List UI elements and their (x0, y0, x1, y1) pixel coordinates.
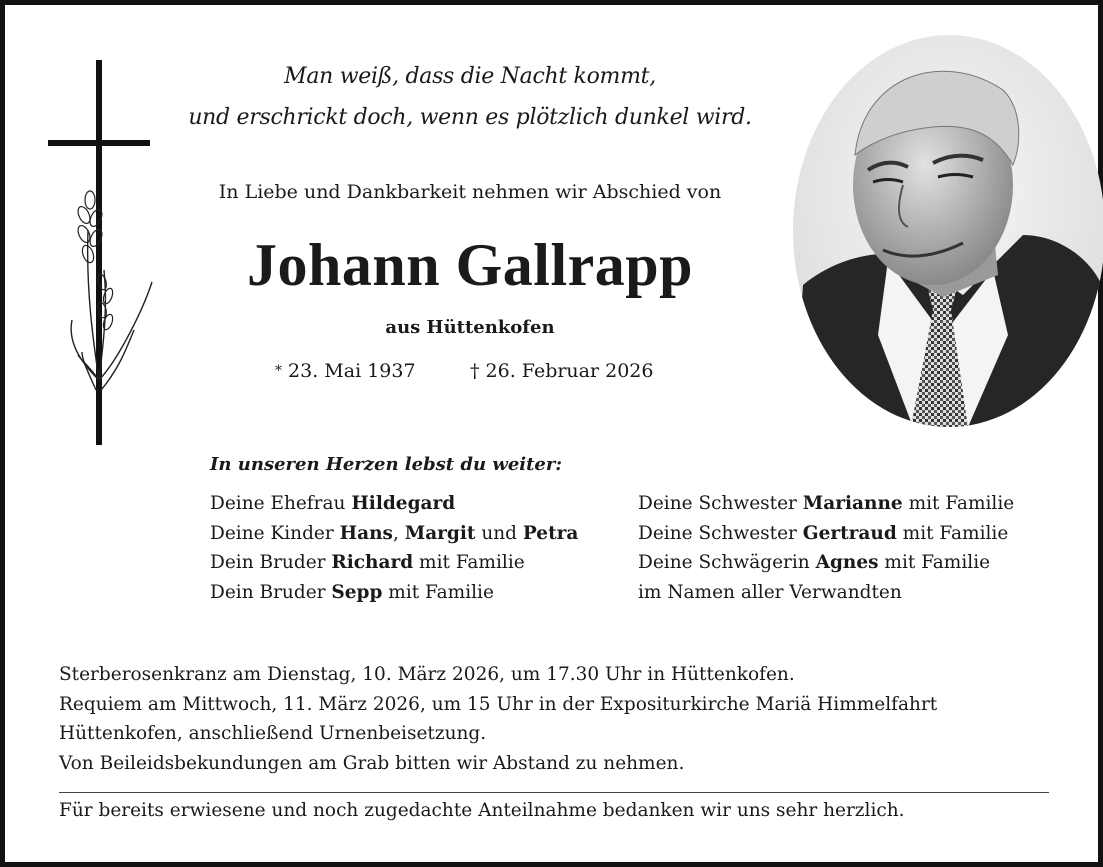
info-line: Hüttenkofen, anschließend Urnenbeisetzung. (59, 723, 487, 744)
mourner-line (210, 578, 578, 608)
mourner-text: im Namen aller Verwandten (638, 581, 902, 603)
mourner-line (638, 519, 1014, 549)
origin-text: aus Hüttenkofen (385, 317, 555, 338)
quote-line-2: und erschrickt doch, wenn es plötzlich dunkel wird. (188, 105, 752, 130)
mourner-text: , (392, 522, 405, 544)
mourners-right-column (638, 489, 1014, 607)
thanks-text: Für bereits erwiesene und noch zugedachte Anteilnahme bedanken wir uns sehr herzlich. (59, 800, 905, 821)
mourner-text: mit Familie (878, 552, 991, 573)
mourner-name: Agnes (815, 552, 879, 573)
mourner-text: Dein Bruder (210, 552, 332, 573)
intro-text: In Liebe und Dankbarkeit nehmen wir Abschied von (218, 181, 722, 203)
mourner-text: und (475, 522, 523, 544)
mourner-name: Richard (331, 552, 414, 573)
mourner-name: Hans (339, 522, 393, 544)
mourners-left-column (210, 489, 578, 607)
mourner-text: mit Familie (413, 552, 525, 573)
birth-symbol: * (275, 363, 282, 379)
mourner-text: Deine Schwester (638, 493, 803, 514)
mourner-text: mit Familie (902, 493, 1015, 514)
death-date (470, 360, 653, 382)
mourner-name: Margit (404, 522, 476, 544)
mourner-name: Gertraud (802, 522, 897, 544)
mourner-name: Marianne (802, 493, 903, 514)
mourner-name: Hildegard (351, 493, 456, 514)
mourners-heading: In unseren Herzen lebst du weiter: (210, 454, 563, 475)
mourner-line (638, 578, 1014, 608)
quote-line-1: Man weiß, dass die Nacht kommt, (284, 64, 656, 89)
death-date-text: 26. Februar 2026 (485, 360, 654, 382)
mourner-line (210, 489, 578, 519)
deceased-name: Johann Gallrapp (247, 232, 693, 298)
mourner-text: Deine Ehefrau (210, 493, 352, 514)
mourner-text: Deine Schwägerin (638, 552, 816, 573)
mourner-name: Petra (522, 522, 579, 544)
mourner-text: mit Familie (896, 522, 1009, 544)
birth-date-text: 23. Mai 1937 (288, 360, 416, 382)
mourner-name: Sepp (331, 581, 383, 603)
info-line: Sterberosenkranz am Dienstag, 10. März 2026, um 17.30 Uhr in Hüttenkofen. (59, 664, 795, 685)
info-line: Von Beileidsbekundungen am Grab bitten wir Abstand zu nehmen. (59, 752, 685, 774)
mourner-text: Deine Kinder (210, 522, 340, 544)
mourner-line (210, 548, 578, 578)
mourner-line (210, 519, 578, 549)
birth-date (275, 360, 416, 382)
mourner-line (638, 548, 1014, 578)
mourner-line (638, 489, 1014, 519)
portrait-photo (793, 35, 1103, 427)
death-symbol: † (470, 360, 480, 382)
mourner-text: Deine Schwester (638, 522, 803, 544)
mourner-text: Dein Bruder (210, 581, 332, 603)
mourner-text: mit Familie (382, 581, 494, 603)
cross-with-wheat-icon (48, 60, 158, 455)
divider (59, 792, 1049, 793)
info-line: Requiem am Mittwoch, 11. März 2026, um 15 Uhr in der Expositurkirche Mariä Himmelfahrt (59, 693, 938, 715)
service-info (59, 660, 1059, 778)
